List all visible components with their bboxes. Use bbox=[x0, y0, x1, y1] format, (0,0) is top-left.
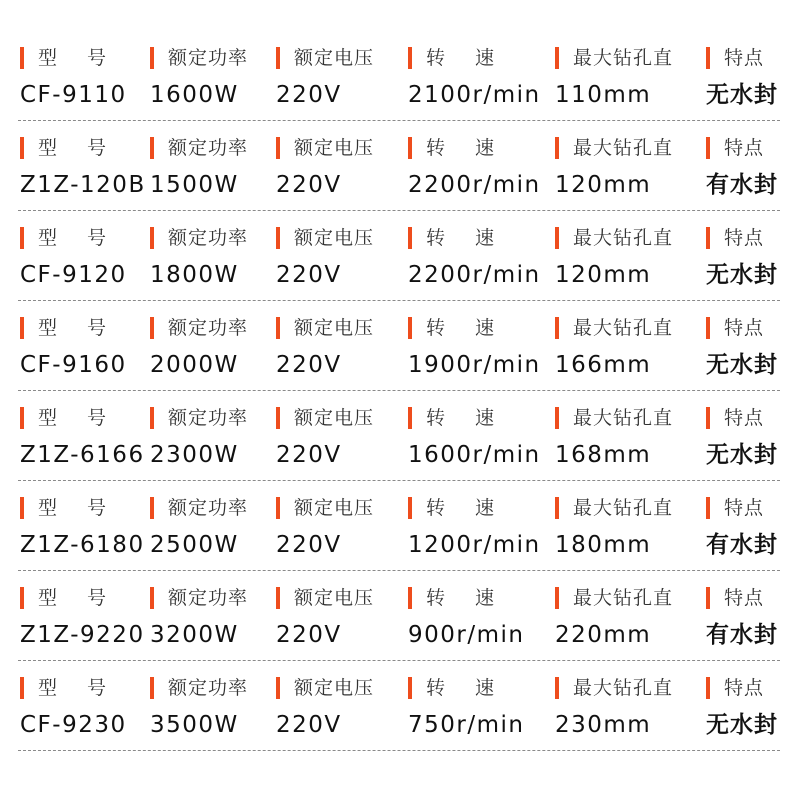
voltage-value: 220V bbox=[276, 442, 342, 468]
power-header-label: 额定功率 bbox=[168, 317, 249, 339]
voltage-value: 220V bbox=[276, 82, 342, 108]
accent-bar bbox=[20, 137, 24, 159]
accent-bar bbox=[706, 677, 710, 699]
model-header-label: 型 号 bbox=[38, 137, 119, 159]
accent-bar bbox=[555, 497, 559, 519]
accent-bar bbox=[555, 677, 559, 699]
accent-bar bbox=[408, 47, 412, 69]
model-header-label: 型 号 bbox=[38, 497, 119, 519]
model-header-label: 型 号 bbox=[38, 227, 119, 249]
model-header-label: 型 号 bbox=[38, 677, 119, 699]
accent-bar bbox=[20, 47, 24, 69]
accent-bar bbox=[150, 587, 154, 609]
accent-bar bbox=[20, 587, 24, 609]
accent-bar bbox=[408, 317, 412, 339]
accent-bar bbox=[20, 407, 24, 429]
model-header-label: 型 号 bbox=[38, 47, 119, 69]
accent-bar bbox=[20, 317, 24, 339]
accent-bar bbox=[150, 137, 154, 159]
voltage-header-label: 额定电压 bbox=[294, 407, 375, 429]
power-header-label: 额定功率 bbox=[168, 497, 249, 519]
feature-header-label: 特点 bbox=[724, 587, 765, 609]
diameter-value: 120mm bbox=[555, 262, 652, 288]
accent-bar bbox=[20, 497, 24, 519]
feature-header-label: 特点 bbox=[724, 317, 765, 339]
feature-value: 有水封 bbox=[706, 622, 778, 648]
accent-bar bbox=[408, 587, 412, 609]
diameter-value: 180mm bbox=[555, 532, 652, 558]
speed-header-label: 转 速 bbox=[426, 407, 507, 429]
diameter-value: 230mm bbox=[555, 712, 652, 738]
accent-bar bbox=[555, 587, 559, 609]
model-value: Z1Z-6180 bbox=[20, 532, 145, 558]
model-header-label: 型 号 bbox=[38, 317, 119, 339]
voltage-value: 220V bbox=[276, 532, 342, 558]
diameter-value: 168mm bbox=[555, 442, 652, 468]
accent-bar bbox=[150, 227, 154, 249]
accent-bar bbox=[276, 227, 280, 249]
feature-header-label: 特点 bbox=[724, 677, 765, 699]
accent-bar bbox=[408, 227, 412, 249]
model-value: Z1Z-9220 bbox=[20, 622, 145, 648]
feature-header-label: 特点 bbox=[724, 497, 765, 519]
accent-bar bbox=[276, 497, 280, 519]
speed-value: 1600r/min bbox=[408, 442, 541, 468]
voltage-header-label: 额定电压 bbox=[294, 587, 375, 609]
spec-row bbox=[0, 572, 800, 662]
model-value: CF-9160 bbox=[20, 352, 127, 378]
accent-bar bbox=[706, 497, 710, 519]
diameter-header-label: 最大钻孔直 bbox=[573, 587, 674, 609]
spec-row bbox=[0, 482, 800, 572]
power-header-label: 额定功率 bbox=[168, 47, 249, 69]
diameter-header-label: 最大钻孔直 bbox=[573, 227, 674, 249]
accent-bar bbox=[150, 317, 154, 339]
accent-bar bbox=[276, 407, 280, 429]
accent-bar bbox=[150, 677, 154, 699]
speed-header-label: 转 速 bbox=[426, 47, 507, 69]
accent-bar bbox=[706, 587, 710, 609]
accent-bar bbox=[276, 47, 280, 69]
feature-value: 无水封 bbox=[706, 82, 778, 108]
voltage-value: 220V bbox=[276, 172, 342, 198]
voltage-value: 220V bbox=[276, 622, 342, 648]
accent-bar bbox=[706, 407, 710, 429]
feature-value: 无水封 bbox=[706, 262, 778, 288]
accent-bar bbox=[706, 227, 710, 249]
spec-row bbox=[0, 662, 800, 752]
diameter-header-label: 最大钻孔直 bbox=[573, 137, 674, 159]
power-header-label: 额定功率 bbox=[168, 137, 249, 159]
voltage-header-label: 额定电压 bbox=[294, 677, 375, 699]
speed-value: 2200r/min bbox=[408, 262, 541, 288]
diameter-header-label: 最大钻孔直 bbox=[573, 497, 674, 519]
accent-bar bbox=[276, 137, 280, 159]
diameter-header-label: 最大钻孔直 bbox=[573, 47, 674, 69]
feature-value: 有水封 bbox=[706, 172, 778, 198]
row-divider bbox=[18, 480, 780, 481]
diameter-header-label: 最大钻孔直 bbox=[573, 317, 674, 339]
speed-header-label: 转 速 bbox=[426, 677, 507, 699]
voltage-value: 220V bbox=[276, 262, 342, 288]
speed-value: 1200r/min bbox=[408, 532, 541, 558]
feature-header-label: 特点 bbox=[724, 227, 765, 249]
accent-bar bbox=[555, 317, 559, 339]
spec-row bbox=[0, 302, 800, 392]
accent-bar bbox=[555, 47, 559, 69]
power-value: 1600W bbox=[150, 82, 239, 108]
row-divider bbox=[18, 750, 780, 751]
spec-row bbox=[0, 122, 800, 212]
feature-header-label: 特点 bbox=[724, 137, 765, 159]
row-divider bbox=[18, 120, 780, 121]
power-value: 2000W bbox=[150, 352, 239, 378]
accent-bar bbox=[555, 227, 559, 249]
feature-header-label: 特点 bbox=[724, 407, 765, 429]
diameter-value: 110mm bbox=[555, 82, 652, 108]
spec-table bbox=[0, 32, 800, 752]
accent-bar bbox=[706, 317, 710, 339]
power-value: 2500W bbox=[150, 532, 239, 558]
speed-value: 900r/min bbox=[408, 622, 525, 648]
speed-header-label: 转 速 bbox=[426, 227, 507, 249]
feature-header-label: 特点 bbox=[724, 47, 765, 69]
speed-value: 1900r/min bbox=[408, 352, 541, 378]
accent-bar bbox=[276, 677, 280, 699]
power-value: 3200W bbox=[150, 622, 239, 648]
voltage-header-label: 额定电压 bbox=[294, 137, 375, 159]
accent-bar bbox=[150, 497, 154, 519]
voltage-value: 220V bbox=[276, 712, 342, 738]
voltage-header-label: 额定电压 bbox=[294, 47, 375, 69]
row-divider bbox=[18, 210, 780, 211]
diameter-value: 120mm bbox=[555, 172, 652, 198]
power-header-label: 额定功率 bbox=[168, 677, 249, 699]
diameter-value: 166mm bbox=[555, 352, 652, 378]
accent-bar bbox=[20, 677, 24, 699]
model-header-label: 型 号 bbox=[38, 587, 119, 609]
speed-value: 2200r/min bbox=[408, 172, 541, 198]
feature-value: 有水封 bbox=[706, 532, 778, 558]
model-value: CF-9120 bbox=[20, 262, 127, 288]
voltage-value: 220V bbox=[276, 352, 342, 378]
model-value: CF-9110 bbox=[20, 82, 127, 108]
row-divider bbox=[18, 570, 780, 571]
speed-header-label: 转 速 bbox=[426, 317, 507, 339]
speed-header-label: 转 速 bbox=[426, 587, 507, 609]
speed-value: 750r/min bbox=[408, 712, 525, 738]
model-value: Z1Z-6166 bbox=[20, 442, 145, 468]
row-divider bbox=[18, 390, 780, 391]
diameter-header-label: 最大钻孔直 bbox=[573, 407, 674, 429]
feature-value: 无水封 bbox=[706, 442, 778, 468]
power-header-label: 额定功率 bbox=[168, 587, 249, 609]
accent-bar bbox=[555, 407, 559, 429]
row-divider bbox=[18, 660, 780, 661]
power-value: 1500W bbox=[150, 172, 239, 198]
spec-row bbox=[0, 212, 800, 302]
accent-bar bbox=[20, 227, 24, 249]
power-header-label: 额定功率 bbox=[168, 227, 249, 249]
diameter-header-label: 最大钻孔直 bbox=[573, 677, 674, 699]
speed-header-label: 转 速 bbox=[426, 497, 507, 519]
diameter-value: 220mm bbox=[555, 622, 652, 648]
speed-value: 2100r/min bbox=[408, 82, 541, 108]
speed-header-label: 转 速 bbox=[426, 137, 507, 159]
accent-bar bbox=[555, 137, 559, 159]
accent-bar bbox=[276, 317, 280, 339]
accent-bar bbox=[408, 677, 412, 699]
accent-bar bbox=[706, 47, 710, 69]
spec-row bbox=[0, 32, 800, 122]
row-divider bbox=[18, 300, 780, 301]
model-value: Z1Z-120B bbox=[20, 172, 146, 198]
feature-value: 无水封 bbox=[706, 712, 778, 738]
power-value: 2300W bbox=[150, 442, 239, 468]
feature-value: 无水封 bbox=[706, 352, 778, 378]
accent-bar bbox=[408, 497, 412, 519]
power-header-label: 额定功率 bbox=[168, 407, 249, 429]
voltage-header-label: 额定电压 bbox=[294, 227, 375, 249]
accent-bar bbox=[276, 587, 280, 609]
accent-bar bbox=[150, 407, 154, 429]
accent-bar bbox=[408, 137, 412, 159]
accent-bar bbox=[706, 137, 710, 159]
model-value: CF-9230 bbox=[20, 712, 127, 738]
accent-bar bbox=[150, 47, 154, 69]
power-value: 3500W bbox=[150, 712, 239, 738]
spec-row bbox=[0, 392, 800, 482]
voltage-header-label: 额定电压 bbox=[294, 497, 375, 519]
voltage-header-label: 额定电压 bbox=[294, 317, 375, 339]
model-header-label: 型 号 bbox=[38, 407, 119, 429]
power-value: 1800W bbox=[150, 262, 239, 288]
accent-bar bbox=[408, 407, 412, 429]
